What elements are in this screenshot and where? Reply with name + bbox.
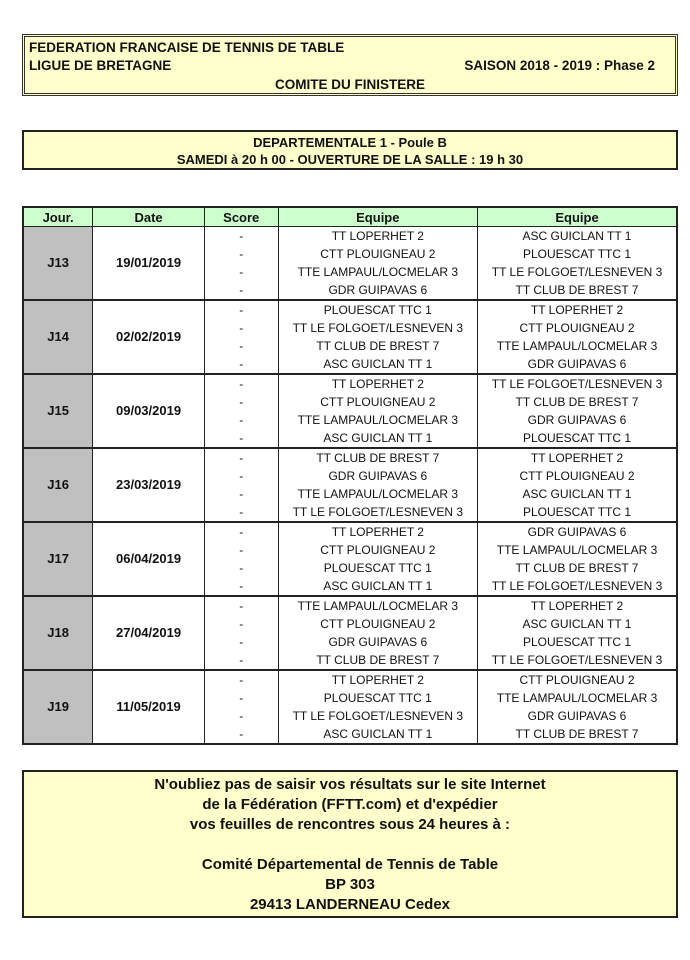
match-score: - — [204, 319, 278, 337]
season-label: SAISON 2018 - 2019 : Phase 2 — [464, 58, 655, 73]
home-team: CTT PLOUIGNEAU 2 — [278, 541, 477, 559]
home-team: CTT PLOUIGNEAU 2 — [278, 615, 477, 633]
away-team: TT CLUB DE BREST 7 — [478, 281, 677, 300]
table-row — [23, 227, 677, 246]
home-team: TT LE FOLGOET/LESNEVEN 3 — [278, 707, 477, 725]
round-label: J17 — [23, 522, 93, 596]
table-row — [23, 374, 677, 393]
away-team: TTE LAMPAUL/LOCMELAR 3 — [478, 337, 677, 355]
table-row — [23, 448, 677, 467]
home-team: TTE LAMPAUL/LOCMELAR 3 — [278, 485, 477, 503]
match-score: - — [204, 559, 278, 577]
match-score: - — [204, 633, 278, 651]
home-team: TTE LAMPAUL/LOCMELAR 3 — [278, 263, 477, 281]
home-team: TTE LAMPAUL/LOCMELAR 3 — [278, 596, 477, 615]
away-team: TT LE FOLGOET/LESNEVEN 3 — [478, 263, 677, 281]
away-team: GDR GUIPAVAS 6 — [478, 355, 677, 374]
away-team: CTT PLOUIGNEAU 2 — [478, 319, 677, 337]
away-team: TT LE FOLGOET/LESNEVEN 3 — [478, 374, 677, 393]
round-date: 19/01/2019 — [93, 227, 205, 301]
round-label: J13 — [23, 227, 93, 301]
federation-header — [22, 34, 678, 96]
committee-name: COMITE DU FINISTERE — [274, 77, 425, 92]
match-score: - — [204, 615, 278, 633]
match-score: - — [204, 227, 278, 246]
match-score: - — [204, 522, 278, 541]
column-header-date: Date — [93, 207, 205, 227]
column-header-home-team: Equipe — [278, 207, 477, 227]
match-score: - — [204, 596, 278, 615]
match-score: - — [204, 577, 278, 596]
round-date: 09/03/2019 — [93, 374, 205, 448]
away-team: TT CLUB DE BREST 7 — [478, 393, 677, 411]
away-team: TT LOPERHET 2 — [478, 596, 677, 615]
home-team: CTT PLOUIGNEAU 2 — [278, 393, 477, 411]
home-team: TTE LAMPAUL/LOCMELAR 3 — [278, 411, 477, 429]
column-header-away-team: Equipe — [478, 207, 677, 227]
away-team: GDR GUIPAVAS 6 — [478, 411, 677, 429]
match-score: - — [204, 245, 278, 263]
home-team: ASC GUICLAN TT 1 — [278, 577, 477, 596]
away-team: GDR GUIPAVAS 6 — [478, 707, 677, 725]
home-team: TT CLUB DE BREST 7 — [278, 337, 477, 355]
match-score: - — [204, 393, 278, 411]
away-team: TTE LAMPAUL/LOCMELAR 3 — [478, 689, 677, 707]
fixtures-table — [22, 206, 678, 745]
away-team: TT CLUB DE BREST 7 — [478, 725, 677, 744]
home-team: ASC GUICLAN TT 1 — [278, 429, 477, 448]
round-date: 06/04/2019 — [93, 522, 205, 596]
column-header-jour: Jour. — [23, 207, 93, 227]
table-row — [23, 522, 677, 541]
footer-line: BP 303 — [325, 876, 375, 893]
home-team: TT LOPERHET 2 — [278, 374, 477, 393]
match-score: - — [204, 670, 278, 689]
home-team: CTT PLOUIGNEAU 2 — [278, 245, 477, 263]
home-team: GDR GUIPAVAS 6 — [278, 467, 477, 485]
match-score: - — [204, 725, 278, 744]
table-row — [23, 596, 677, 615]
match-score: - — [204, 707, 278, 725]
match-score: - — [204, 355, 278, 374]
away-team: PLOUESCAT TTC 1 — [478, 429, 677, 448]
match-score: - — [204, 541, 278, 559]
match-score: - — [204, 300, 278, 319]
home-team: ASC GUICLAN TT 1 — [278, 355, 477, 374]
league-name: LIGUE DE BRETAGNE — [29, 58, 172, 73]
round-label: J15 — [23, 374, 93, 448]
home-team: PLOUESCAT TTC 1 — [278, 559, 477, 577]
away-team: PLOUESCAT TTC 1 — [478, 245, 677, 263]
home-team: TT LOPERHET 2 — [278, 522, 477, 541]
away-team: ASC GUICLAN TT 1 — [478, 227, 677, 246]
match-score: - — [204, 263, 278, 281]
round-date: 27/04/2019 — [93, 596, 205, 670]
footer-line: vos feuilles de rencontres sous 24 heures à : — [189, 816, 511, 833]
home-team: TT LE FOLGOET/LESNEVEN 3 — [278, 503, 477, 522]
footer-line: Comité Départemental de Tennis de Table — [201, 856, 499, 873]
table-row — [23, 300, 677, 319]
home-team: TT LE FOLGOET/LESNEVEN 3 — [278, 319, 477, 337]
division-banner — [22, 130, 678, 170]
home-team: TT LOPERHET 2 — [278, 670, 477, 689]
match-score: - — [204, 651, 278, 670]
match-score: - — [204, 503, 278, 522]
match-score: - — [204, 374, 278, 393]
match-score: - — [204, 411, 278, 429]
home-team: PLOUESCAT TTC 1 — [278, 300, 477, 319]
round-date: 23/03/2019 — [93, 448, 205, 522]
away-team: ASC GUICLAN TT 1 — [478, 615, 677, 633]
home-team: ASC GUICLAN TT 1 — [278, 725, 477, 744]
away-team: TT LOPERHET 2 — [478, 448, 677, 467]
away-team: TT LE FOLGOET/LESNEVEN 3 — [478, 577, 677, 596]
table-row — [23, 670, 677, 689]
footer-line: 29413 LANDERNEAU Cedex — [249, 896, 451, 913]
match-score: - — [204, 448, 278, 467]
home-team: PLOUESCAT TTC 1 — [278, 689, 477, 707]
home-team: GDR GUIPAVAS 6 — [278, 633, 477, 651]
away-team: TT LE FOLGOET/LESNEVEN 3 — [478, 651, 677, 670]
home-team: TT CLUB DE BREST 7 — [278, 651, 477, 670]
round-label: J16 — [23, 448, 93, 522]
round-label: J19 — [23, 670, 93, 744]
match-score: - — [204, 281, 278, 300]
footer-line — [24, 835, 676, 855]
home-team: GDR GUIPAVAS 6 — [278, 281, 477, 300]
round-label: J14 — [23, 300, 93, 374]
away-team: PLOUESCAT TTC 1 — [478, 503, 677, 522]
footer-line: N'oubliez pas de saisir vos résultats sur le site Internet — [154, 776, 546, 793]
match-score: - — [204, 485, 278, 503]
away-team: PLOUESCAT TTC 1 — [478, 633, 677, 651]
home-team: TT LOPERHET 2 — [278, 227, 477, 246]
away-team: TTE LAMPAUL/LOCMELAR 3 — [478, 541, 677, 559]
federation-name: FEDERATION FRANCAISE DE TENNIS DE TABLE — [29, 40, 345, 55]
away-team: ASC GUICLAN TT 1 — [478, 485, 677, 503]
match-score: - — [204, 467, 278, 485]
away-team: CTT PLOUIGNEAU 2 — [478, 670, 677, 689]
match-score: - — [204, 689, 278, 707]
away-team: CTT PLOUIGNEAU 2 — [478, 467, 677, 485]
match-score: - — [204, 337, 278, 355]
home-team: TT CLUB DE BREST 7 — [278, 448, 477, 467]
round-label: J18 — [23, 596, 93, 670]
away-team: TT CLUB DE BREST 7 — [478, 559, 677, 577]
footer-line: de la Fédération (FFTT.com) et d'expédier — [202, 796, 498, 813]
footer-notice — [22, 770, 678, 918]
column-header-score: Score — [204, 207, 278, 227]
away-team: GDR GUIPAVAS 6 — [478, 522, 677, 541]
round-date: 11/05/2019 — [93, 670, 205, 744]
match-score: - — [204, 429, 278, 448]
schedule-info: SAMEDI à 20 h 00 - OUVERTURE DE LA SALLE : 19 h 30 — [176, 152, 524, 167]
away-team: TT LOPERHET 2 — [478, 300, 677, 319]
round-date: 02/02/2019 — [93, 300, 205, 374]
table-header-row — [23, 207, 677, 227]
division-title: DEPARTEMENTALE 1 - Poule B — [253, 135, 447, 150]
